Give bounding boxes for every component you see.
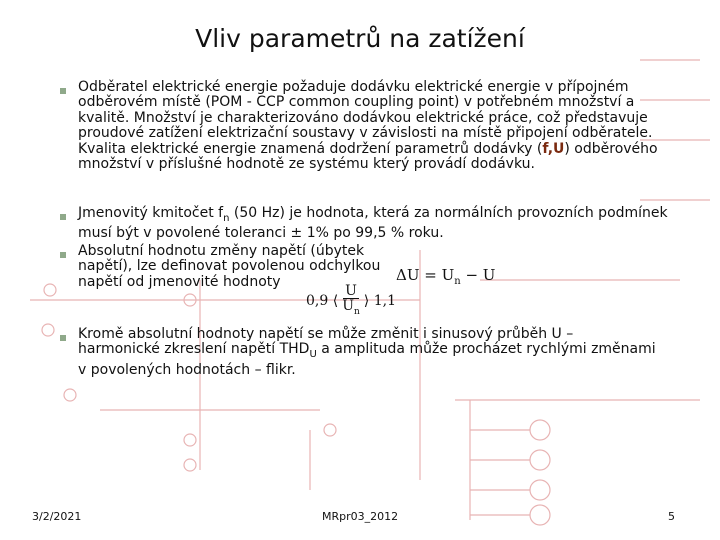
slide-title: Vliv parametrů na zatížení	[195, 24, 525, 53]
formula-right-bound: ⟩ 1,1	[363, 293, 396, 310]
fraction-numerator: U	[345, 283, 357, 299]
bullet-marker	[60, 335, 66, 341]
footer-filename: MRpr03_2012	[322, 510, 399, 523]
subscript-u: U	[309, 349, 317, 361]
denominator-subscript: n	[354, 306, 360, 317]
bullet-marker	[60, 252, 66, 258]
bullet-marker	[60, 214, 66, 220]
paragraph-harmonics-flicker	[78, 327, 658, 378]
subscript-n: n	[223, 212, 230, 224]
formula-voltage-ratio	[306, 284, 396, 319]
formula-voltage-drop	[396, 266, 495, 287]
formula-rhs: − U	[460, 266, 496, 284]
highlight-f-u: f,U	[542, 140, 565, 157]
paragraph-supply-quality	[78, 80, 688, 172]
formula-left-bound: 0,9 ⟨	[306, 293, 339, 310]
footer-date: 3/2/2021	[32, 510, 82, 523]
paragraph-text: Absolutní hodnotu změny napětí (úbytek napětí), lze definovat povolenou odchylkou napětí od jmenovité hodnoty	[78, 243, 381, 290]
paragraph-text: Odběratel elektrické energie požaduje dodávku elektrické energie v přípojném odběrovém místě (POM - CCP common coupling point) v potřebném množství a kvalitě. Množství je charakterizováno dodávkou elektrické práce, což představuje proudové zatížení elektrizační soustavy v závislosti na místě připojení odběratele. Kvalita elektrické energie znamená dodržení parametrů dodávky (	[78, 79, 653, 157]
formula-subscript: n	[454, 276, 461, 287]
fraction-denominator	[342, 299, 360, 319]
paragraph-text-end: ) odběrového množství v příslušné hodnotě ze systému který provádí dodávku.	[78, 140, 658, 173]
bullet-marker	[60, 88, 66, 94]
paragraph-text-end: (50 Hz) je hodnota, která za normálních provozních podmínek musí být v povolené toleranci ± 1% po 99,5 % roku.	[78, 205, 668, 242]
paragraph-nominal-frequency	[78, 206, 688, 242]
paragraph-text-end: a amplituda může procházet rychlými změnami v povolených hodnotách – flikr.	[78, 341, 656, 378]
formula-lhs: ΔU = U	[396, 266, 455, 284]
paragraph-text: Kromě absolutní hodnoty napětí se může změnit i sinusový průběh U – harmonické zkreslení napětí THD	[78, 326, 574, 358]
fraction	[342, 284, 360, 319]
page-number: 5	[668, 510, 675, 523]
paragraph-text: Jmenovitý kmitočet f	[78, 205, 224, 221]
denominator-u: U	[342, 298, 354, 314]
